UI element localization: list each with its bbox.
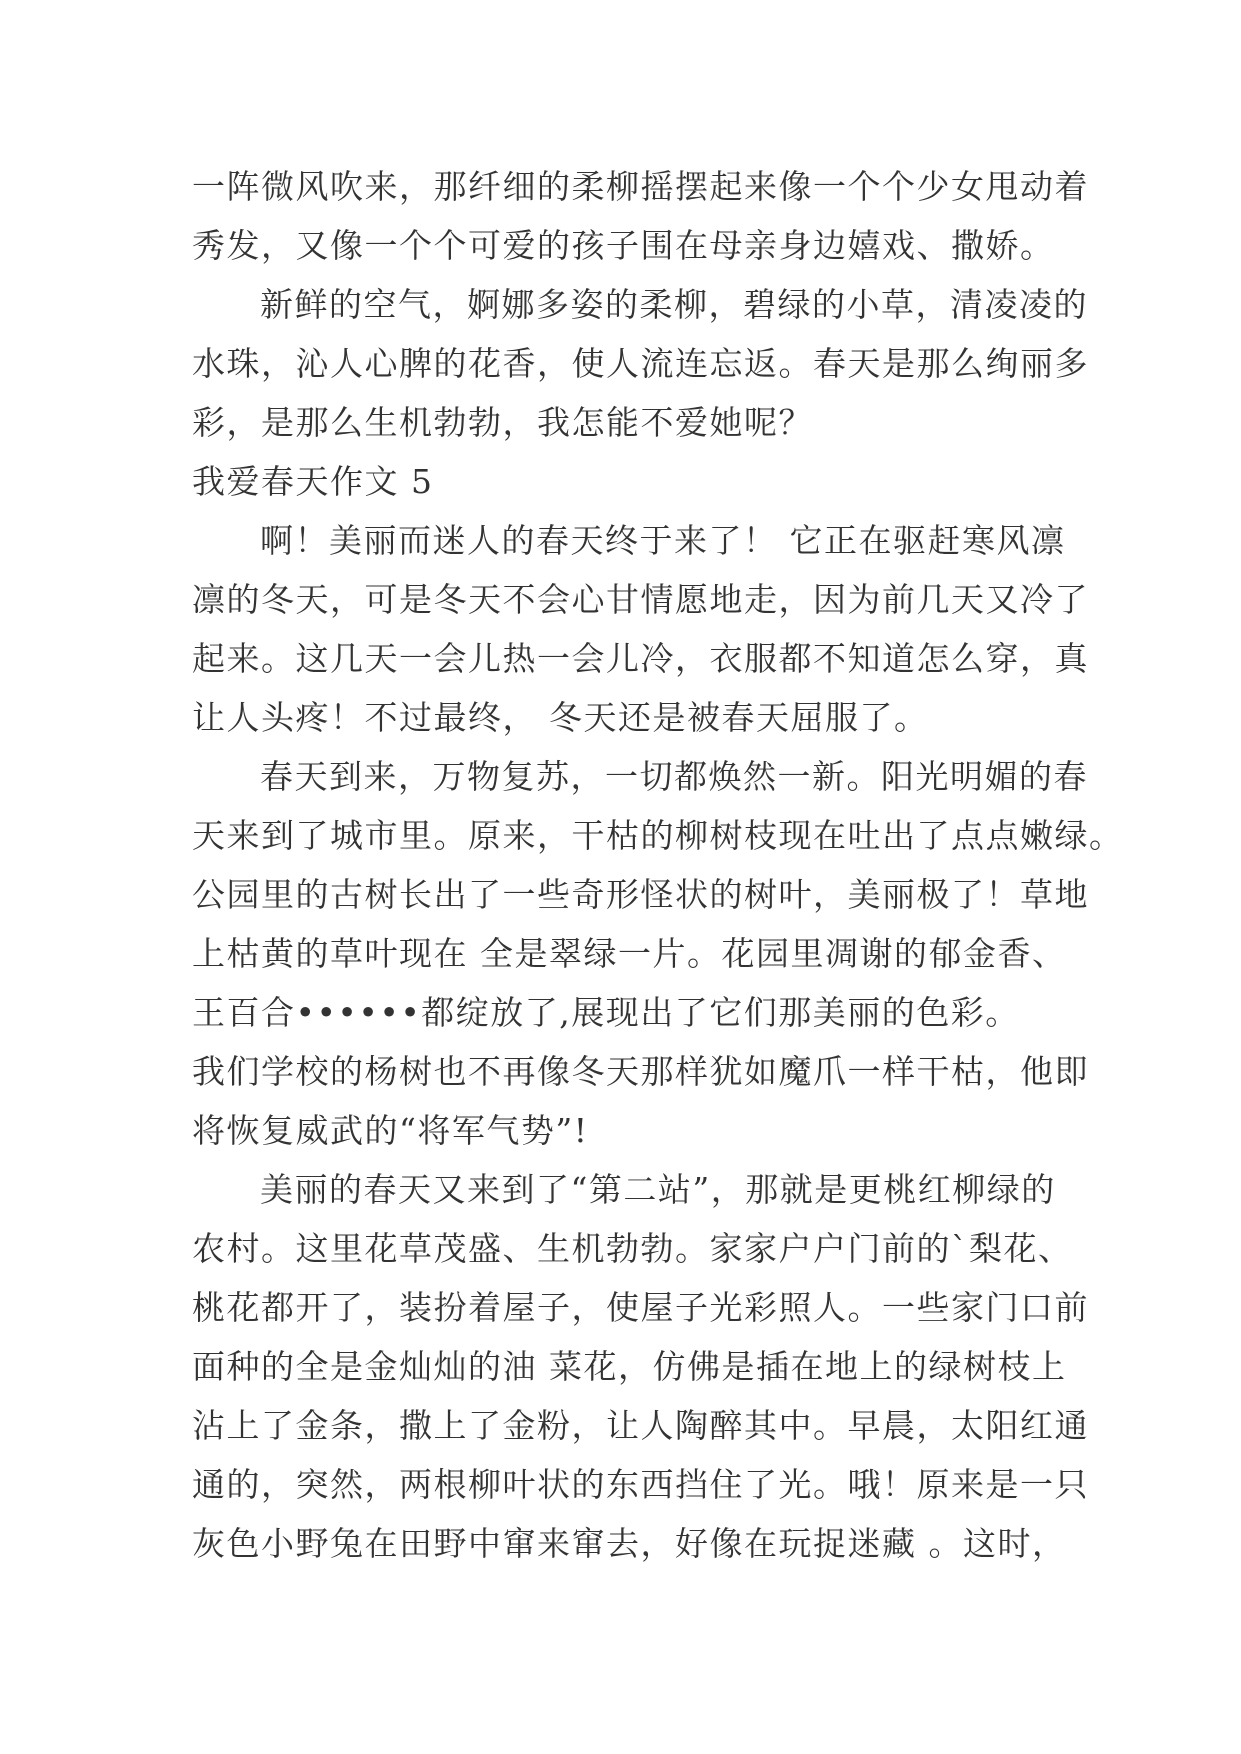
text-line: 上枯黄的草叶现在 全是翠绿一片。花园里凋谢的郁金香、 [192,934,1067,973]
paragraph-start-line: 春天到来，万物复苏，一切都焕然一新。阳光明媚的春 [260,757,1088,796]
text-line: 灰色小野兔在田野中窜来窜去，好像在玩捉迷藏 。这时， [192,1524,1067,1563]
text-line: 我们学校的杨树也不再像冬天那样犹如魔爪一样干枯，他即 [192,1052,1089,1091]
section-heading: 我爱春天作文 5 [192,462,434,501]
text-line: 让人头疼！不过最终， 冬天还是被春天屈服了。 [192,698,929,737]
paragraph-start-line: 啊！美丽而迷人的春天终于来了！ 它正在驱赶寒风凛 [260,521,1066,560]
text-line: 面种的全是金灿灿的油 菜花，仿佛是插在地上的绿树枝上 [192,1347,1067,1386]
text-line: 桃花都开了，装扮着屋子，使屋子光彩照人。一些家门口前 [192,1288,1089,1327]
text-line: 农村。这里花草茂盛、生机勃勃。家家户户门前的`梨花、 [192,1229,1073,1268]
text-line: 凛的冬天，可是冬天不会心甘情愿地走，因为前几天又冷了 [192,580,1089,619]
text-line: 将恢复威武的“将军气势”! [192,1111,589,1150]
text-line: 公园里的古树长出了一些奇形怪状的树叶，美丽极了！草地 [192,875,1089,914]
text-line: 彩，是那么生机勃勃，我怎能不爱她呢？ [192,403,813,442]
text-line: 水珠，沁人心脾的花香，使人流连忘返。春天是那么绚丽多 [192,344,1089,383]
text-line: 秀发，又像一个个可爱的孩子围在母亲身边嬉戏、撒娇。 [192,226,1055,265]
article-body [192,157,1124,1573]
paragraph-start-line: 美丽的春天又来到了“第二站”，那就是更桃红柳绿的 [260,1170,1056,1209]
text-line: 天来到了城市里。原来，干枯的柳树枝现在吐出了点点嫩绿。 [192,816,1124,855]
text-line: 起来。这几天一会儿热一会儿冷，衣服都不知道怎么穿，真 [192,639,1089,678]
text-line: 通的，突然，两根柳叶状的东西挡住了光。哦！原来是一只 [192,1465,1089,1504]
text-line: 一阵微风吹来，那纤细的柔柳摇摆起来像一个个少女甩动着 [192,167,1089,206]
text-line: 王百合••••••都绽放了,展现出了它们那美丽的色彩。 [192,993,1020,1032]
text-line: 沾上了金条，撒上了金粉，让人陶醉其中。早晨，太阳红通 [192,1406,1089,1445]
paragraph-start-line: 新鲜的空气，婀娜多姿的柔柳，碧绿的小草，清凌凌的 [260,285,1088,324]
